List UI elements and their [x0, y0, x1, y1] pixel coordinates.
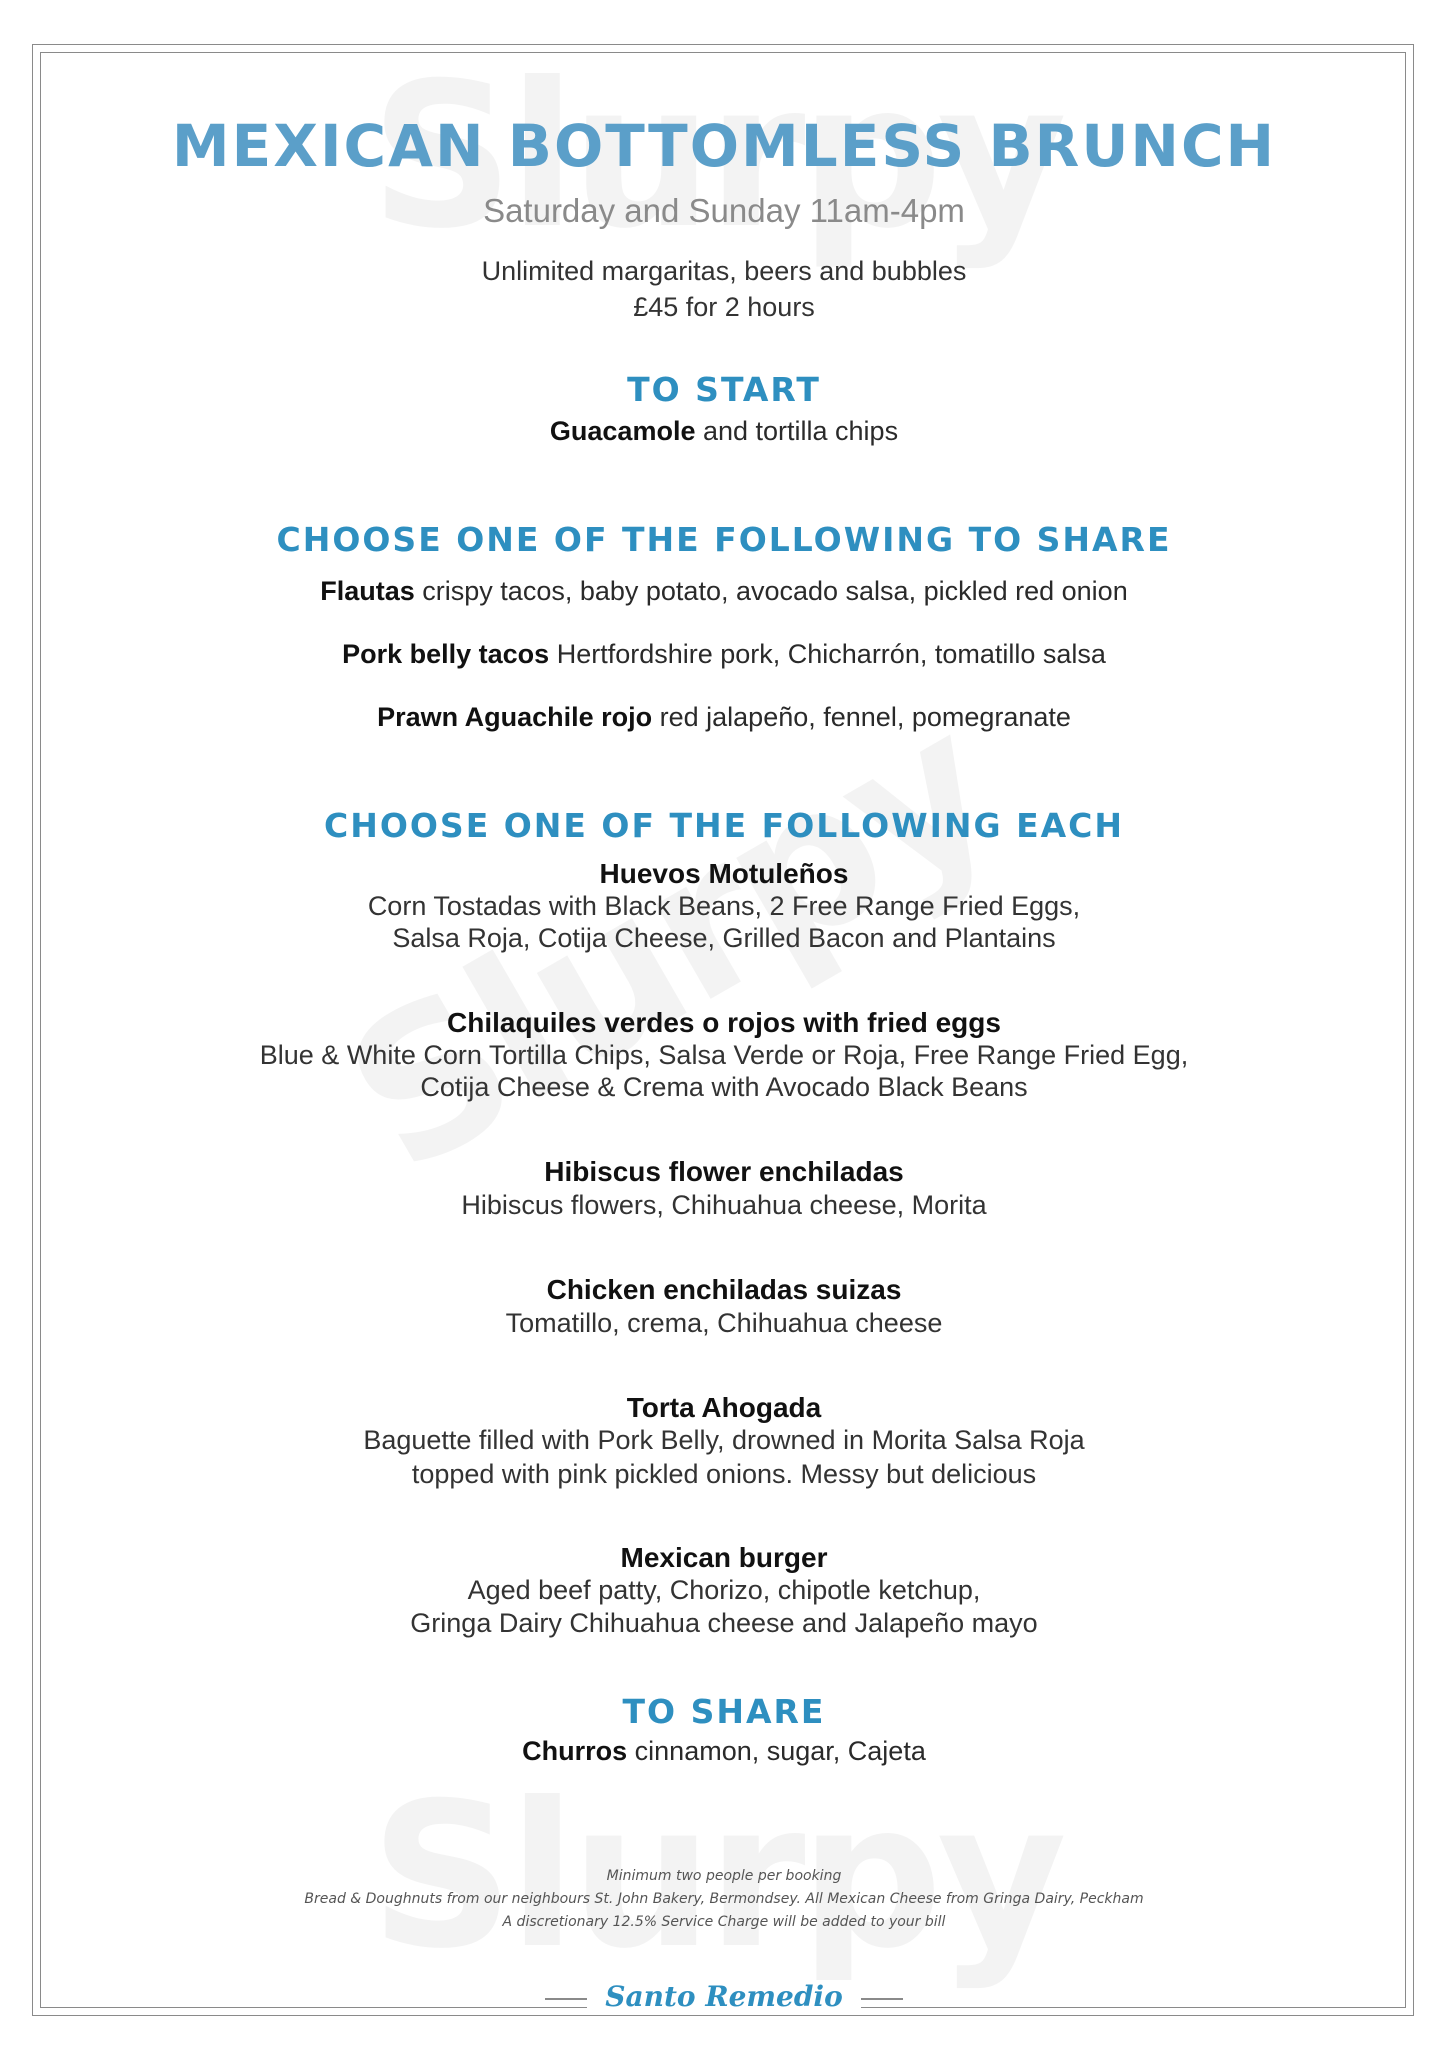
share-choice-name: Flautas	[320, 576, 415, 606]
brand-footer	[0, 1978, 1448, 2018]
dish-desc-line: Salsa Roja, Cotija Cheese, Grilled Bacon and Plantains	[392, 923, 1056, 953]
to-start-item-name: Guacamole	[549, 416, 696, 446]
to-start-item-desc: and tortilla chips	[695, 416, 899, 446]
share-choice-desc: crispy tacos, baby potato, avocado salsa, pickled red onion	[414, 576, 1128, 606]
dish-desc-line: Tomatillo, crema, Chihuahua cheese	[505, 1308, 943, 1338]
intro-line-2: £45 for 2 hours	[633, 292, 815, 322]
dish-desc-line: Corn Tostadas with Black Beans, 2 Free Range Fried Eggs,	[367, 891, 1081, 921]
footer-line: Bread & Doughnuts from our neighbours St. John Bakery, Bermondsey. All Mexican Cheese from Gringa Dairy, Peckham	[304, 1891, 1144, 1907]
share-choice-desc: red jalapeño, fennel, pomegranate	[652, 702, 1071, 732]
dish-name: Torta Ahogada	[626, 1392, 822, 1423]
dish-name: Chilaquiles verdes o rojos with fried eggs	[447, 1007, 1001, 1038]
to-start-item	[0, 416, 1448, 447]
dish-name: Hibiscus flower enchiladas	[544, 1156, 904, 1187]
dish-name: Chicken enchiladas suizas	[546, 1274, 902, 1305]
share-choice-name: Pork belly tacos	[342, 639, 550, 669]
share-choice-item	[0, 639, 1448, 670]
menu-title: MEXICAN BOTTOMLESS BRUNCH	[171, 112, 1277, 180]
brand-logo: Santo Remedio	[0, 1980, 1448, 2013]
dish-desc-line: Cotija Cheese & Crema with Avocado Black Beans	[420, 1072, 1028, 1102]
section-each-choice-heading: CHOOSE ONE OF THE FOLLOWING EACH	[323, 806, 1124, 845]
dish-name: Mexican burger	[620, 1542, 828, 1573]
dish-desc-line: Baguette filled with Pork Belly, drowned in Morita Salsa Roja	[363, 1425, 1085, 1455]
to-share-item	[0, 1736, 1448, 1767]
share-choice-name: Prawn Aguachile rojo	[377, 702, 653, 732]
dish-desc-line: topped with pink pickled onions. Messy but delicious	[411, 1459, 1037, 1489]
share-choice-item	[0, 702, 1448, 733]
section-to-start-heading: TO START	[627, 370, 821, 409]
dish-desc-line: Blue & White Corn Tortilla Chips, Salsa Verde or Roja, Free Range Fried Egg,	[259, 1040, 1189, 1070]
section-to-share-heading: TO SHARE	[622, 1692, 826, 1731]
footer-line: Minimum two people per booking	[606, 1868, 842, 1884]
share-choice-item	[0, 576, 1448, 607]
to-share-item-desc: cinnamon, sugar, Cajeta	[627, 1736, 926, 1766]
section-share-choice-heading: CHOOSE ONE OF THE FOLLOWING TO SHARE	[276, 520, 1172, 559]
dish-desc-line: Hibiscus flowers, Chihuahua cheese, Morita	[461, 1190, 987, 1220]
dish-desc-line: Aged beef patty, Chorizo, chipotle ketchup,	[467, 1575, 981, 1605]
dish-desc-line: Gringa Dairy Chihuahua cheese and Jalapeño mayo	[410, 1608, 1038, 1638]
to-share-item-name: Churros	[522, 1736, 628, 1766]
menu-subtitle: Saturday and Sunday 11am-4pm	[483, 192, 965, 229]
footer-line: A discretionary 12.5% Service Charge will be added to your bill	[502, 1914, 946, 1930]
intro-line-1: Unlimited margaritas, beers and bubbles	[481, 256, 967, 286]
share-choice-desc: Hertfordshire pork, Chicharrón, tomatillo salsa	[549, 639, 1106, 669]
dish-name: Huevos Motuleños	[599, 858, 849, 889]
